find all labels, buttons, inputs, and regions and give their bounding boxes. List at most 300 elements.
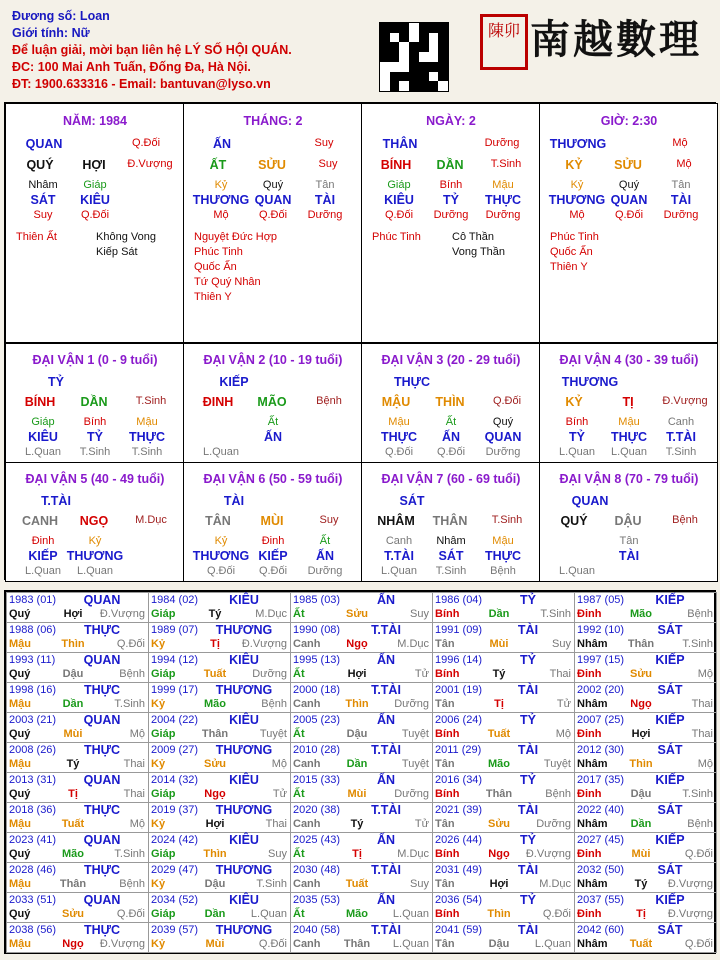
year-branch: Sửu bbox=[61, 908, 85, 920]
year-branch: Hợi bbox=[63, 608, 83, 620]
dai-van-stem-branch: T.Sinh bbox=[135, 395, 167, 407]
year-status: Đ.Vượng bbox=[667, 908, 713, 920]
year-stem: Giáp bbox=[151, 728, 176, 740]
pillar-stem-branch: Đ.Vượng bbox=[127, 158, 173, 170]
year-relation: TÀI bbox=[517, 623, 539, 637]
dai-van-stem-branch: Suy bbox=[319, 514, 339, 526]
dai-van-title: ĐẠI VẬN 2 (10 - 19 tuổi) bbox=[203, 353, 343, 367]
year-branch: Thìn bbox=[629, 758, 653, 770]
year-cell bbox=[148, 652, 291, 683]
pillar-status: Q.Đối bbox=[131, 137, 161, 149]
year-stem: Ất bbox=[293, 848, 305, 860]
year-status: Thai bbox=[265, 818, 287, 830]
year-cell bbox=[6, 652, 149, 683]
logo-text: 南越數理 bbox=[530, 16, 702, 63]
year-stem: Mậu bbox=[9, 758, 31, 770]
dai-van-hidden-relation: T.TÀI bbox=[666, 430, 696, 444]
year-branch: Sửu bbox=[487, 818, 511, 830]
year-status: T.Sinh bbox=[114, 848, 145, 860]
hidden-relation: KIÊU bbox=[80, 193, 110, 207]
year-cell bbox=[290, 592, 433, 623]
year-relation: TỶ bbox=[520, 893, 536, 907]
year-status: Tuyệt bbox=[259, 728, 287, 740]
dai-van-hidden-relation: QUAN bbox=[484, 430, 522, 444]
dai-van-relation: QUAN bbox=[571, 494, 609, 508]
year-stem: Kỷ bbox=[151, 938, 166, 950]
year-relation: ẤN bbox=[376, 593, 396, 607]
dai-van-hidden-stem: Ất bbox=[319, 535, 331, 547]
year-stem: Canh bbox=[293, 938, 321, 950]
pillar-stem-branch: HỢI bbox=[82, 158, 106, 172]
dai-van-hidden-relation: KIẾP bbox=[28, 549, 58, 563]
year-relation: SÁT bbox=[657, 923, 683, 937]
year-stem: Canh bbox=[293, 758, 321, 770]
year-label: 2003 (21) bbox=[9, 714, 57, 726]
dai-van-hidden-relation: THỰC bbox=[380, 430, 418, 444]
year-label: 2015 (33) bbox=[293, 774, 341, 786]
dai-van-stem-branch: Q.Đối bbox=[492, 395, 522, 407]
year-status: Q.Đối bbox=[684, 938, 713, 950]
qr-code-icon[interactable] bbox=[379, 22, 449, 92]
dai-van-stem-branch: QUÝ bbox=[560, 514, 588, 528]
year-branch: Dần bbox=[62, 698, 84, 710]
year-stem: Quý bbox=[9, 788, 31, 800]
year-status: L.Quan bbox=[534, 938, 571, 950]
dai-van-hidden-relation: THỰC bbox=[610, 430, 648, 444]
year-stem: Tân bbox=[435, 878, 455, 890]
dai-van-cell bbox=[5, 343, 184, 463]
year-branch: Sửu bbox=[629, 668, 653, 680]
year-label: 2001 (19) bbox=[435, 684, 483, 696]
year-label: 2024 (42) bbox=[151, 834, 199, 846]
year-relation: TỶ bbox=[520, 653, 536, 667]
year-label: 2012 (30) bbox=[577, 744, 625, 756]
pillar-relation: THÂN bbox=[382, 137, 418, 151]
year-label: 2007 (25) bbox=[577, 714, 625, 726]
year-label: 2011 (29) bbox=[435, 744, 482, 756]
year-branch: Hợi bbox=[347, 668, 367, 680]
year-stem: Nhâm bbox=[577, 758, 608, 770]
year-status: Thai bbox=[691, 728, 713, 740]
dai-van-hidden-status: T.Sinh bbox=[79, 446, 111, 458]
year-status: Q.Đối bbox=[542, 908, 571, 920]
year-status: L.Quan bbox=[392, 908, 429, 920]
year-branch: Dậu bbox=[204, 878, 226, 890]
dai-van-hidden-relation: TỶ bbox=[569, 430, 585, 444]
year-branch: Ngọ bbox=[630, 698, 652, 710]
dai-van-cell bbox=[539, 343, 718, 463]
dai-van-hidden-stem: Tân bbox=[619, 535, 639, 547]
year-label: 1984 (02) bbox=[151, 594, 199, 606]
hidden-relation: TÀI bbox=[314, 193, 336, 207]
year-stem: Canh bbox=[293, 638, 321, 650]
year-label: 2020 (38) bbox=[293, 804, 341, 816]
year-cell bbox=[148, 892, 291, 923]
pillar-relation: ẤN bbox=[212, 137, 232, 151]
dai-van-stem-branch: MÙI bbox=[260, 514, 284, 528]
year-branch: Ngọ bbox=[488, 848, 510, 860]
year-status: Q.Đối bbox=[684, 848, 713, 860]
star-name: Kiếp Sát bbox=[96, 246, 138, 258]
year-label: 1993 (11) bbox=[9, 654, 56, 666]
header-info bbox=[12, 8, 292, 93]
year-stem: Quý bbox=[9, 908, 31, 920]
year-relation: QUAN bbox=[83, 833, 121, 847]
dai-van-title: ĐẠI VẬN 7 (60 - 69 tuổi) bbox=[381, 472, 521, 486]
year-cell bbox=[574, 712, 717, 743]
year-branch: Tý bbox=[634, 878, 648, 890]
year-cell bbox=[6, 922, 149, 953]
year-status: Mộ bbox=[129, 728, 145, 740]
year-stem: Ất bbox=[293, 728, 305, 740]
year-status: Tử bbox=[272, 788, 287, 800]
year-stem: Giáp bbox=[151, 788, 176, 800]
year-branch: Mão bbox=[488, 758, 510, 770]
dai-van-hidden-status: Dưỡng bbox=[307, 565, 343, 577]
dai-van-hidden-stem: Kỷ bbox=[214, 535, 228, 547]
year-relation: T.TÀI bbox=[371, 683, 401, 697]
dai-van-hidden-status: Q.Đối bbox=[436, 446, 466, 458]
dai-van-hidden-stem: Mậu bbox=[618, 416, 640, 428]
year-status: T.Sinh bbox=[682, 788, 713, 800]
dai-van-cell bbox=[361, 343, 540, 463]
year-status: Bệnh bbox=[119, 878, 145, 890]
year-status: L.Quan bbox=[250, 908, 287, 920]
star-name: Thiên Ất bbox=[16, 231, 57, 243]
dai-van-hidden-stem: Đinh bbox=[31, 535, 55, 547]
year-relation: ẤN bbox=[376, 713, 396, 727]
year-label: 1990 (08) bbox=[293, 624, 341, 636]
dai-van-hidden-relation: THỰC bbox=[484, 549, 522, 563]
year-label: 2029 (47) bbox=[151, 864, 199, 876]
year-cell bbox=[148, 772, 291, 803]
year-stem: Mậu bbox=[9, 938, 31, 950]
year-status: T.Sinh bbox=[682, 638, 713, 650]
year-branch: Thìn bbox=[345, 698, 369, 710]
year-relation: QUAN bbox=[83, 893, 121, 907]
dai-van-cell bbox=[5, 462, 184, 582]
year-relation: SÁT bbox=[657, 743, 683, 757]
year-relation: KIÊU bbox=[229, 713, 259, 727]
year-branch: Thân bbox=[201, 728, 229, 740]
star-name: Nguyệt Đức Hợp bbox=[194, 231, 278, 243]
year-branch: Hợi bbox=[489, 878, 509, 890]
year-label: 1992 (10) bbox=[577, 624, 625, 636]
pillar-stem-branch: DẦN bbox=[436, 158, 464, 172]
year-relation: TÀI bbox=[517, 803, 539, 817]
dai-van-stem-branch: TỊ bbox=[622, 395, 634, 409]
pillar-stem-branch: SỬU bbox=[614, 158, 642, 172]
year-status: L.Quan bbox=[392, 938, 429, 950]
year-stem: Tân bbox=[435, 758, 455, 770]
hidden-relation: THỰC bbox=[484, 193, 522, 207]
hidden-relation: KIÊU bbox=[384, 193, 414, 207]
year-stem: Quý bbox=[9, 848, 31, 860]
year-stem: Bính bbox=[435, 908, 460, 920]
year-relation: TÀI bbox=[517, 683, 539, 697]
year-stem: Tân bbox=[435, 698, 455, 710]
pillar-status: Suy bbox=[314, 137, 334, 149]
dai-van-stem-branch: MẬU bbox=[381, 395, 411, 409]
year-branch: Tuất bbox=[629, 938, 653, 950]
year-branch: Tuất bbox=[61, 818, 85, 830]
year-branch: Mão bbox=[204, 698, 226, 710]
dai-van-hidden-stem: Canh bbox=[667, 416, 695, 428]
pillar-stem-branch: SỬU bbox=[258, 158, 286, 172]
year-branch: Thân bbox=[485, 788, 513, 800]
year-relation: ẤN bbox=[376, 773, 396, 787]
year-cell bbox=[574, 802, 717, 833]
year-relation: TỶ bbox=[520, 773, 536, 787]
year-cell bbox=[290, 652, 433, 683]
dai-van-hidden-status: T.Sinh bbox=[665, 446, 697, 458]
year-status: Mộ bbox=[555, 728, 571, 740]
year-relation: TÀI bbox=[517, 743, 539, 757]
dai-van-hidden-relation: KIÊU bbox=[28, 430, 58, 444]
hidden-stem: Bính bbox=[439, 179, 463, 191]
year-label: 2008 (26) bbox=[9, 744, 57, 756]
dai-van-stem-branch: THÌN bbox=[435, 395, 465, 409]
year-status: Suy bbox=[410, 878, 429, 890]
year-branch: Sửu bbox=[345, 608, 369, 620]
year-stem: Canh bbox=[293, 878, 321, 890]
pillar-stem-branch: Mộ bbox=[676, 158, 692, 170]
dai-van-hidden-stem: Quý bbox=[492, 416, 514, 428]
dai-van-hidden-stem: Mậu bbox=[388, 416, 410, 428]
year-status: Tử bbox=[414, 668, 429, 680]
hidden-relation: QUAN bbox=[254, 193, 292, 207]
hidden-stem: Tân bbox=[671, 179, 691, 191]
year-cell bbox=[6, 742, 149, 773]
year-stem: Bính bbox=[435, 788, 460, 800]
year-stem: Nhâm bbox=[577, 698, 608, 710]
year-stem: Ất bbox=[293, 608, 305, 620]
year-stem: Đinh bbox=[577, 848, 602, 860]
hidden-status: Dưỡng bbox=[663, 209, 699, 221]
year-cell bbox=[432, 892, 575, 923]
year-branch: Thân bbox=[627, 638, 655, 650]
year-relation: THỰC bbox=[83, 923, 121, 937]
dai-van-title: ĐẠI VẬN 8 (70 - 79 tuổi) bbox=[559, 472, 699, 486]
year-branch: Dậu bbox=[346, 728, 368, 740]
year-cell bbox=[290, 892, 433, 923]
year-branch: Dậu bbox=[488, 938, 510, 950]
year-cell bbox=[432, 862, 575, 893]
dai-van-stem-branch: NHÂM bbox=[377, 514, 415, 528]
dai-van-hidden-status: L.Quan bbox=[558, 446, 596, 458]
year-relation: T.TÀI bbox=[371, 803, 401, 817]
year-label: 2006 (24) bbox=[435, 714, 483, 726]
year-relation: KIẾP bbox=[655, 653, 685, 667]
dai-van-stem-branch: Bệnh bbox=[672, 514, 698, 526]
year-relation: T.TÀI bbox=[371, 863, 401, 877]
year-relation: T.TÀI bbox=[371, 743, 401, 757]
year-relation: KIẾP bbox=[655, 773, 685, 787]
year-relation: THƯƠNG bbox=[215, 803, 273, 817]
dai-van-cell bbox=[539, 462, 718, 582]
hidden-stem: Tân bbox=[315, 179, 335, 191]
year-cell bbox=[148, 922, 291, 953]
year-cell bbox=[148, 742, 291, 773]
year-stem: Giáp bbox=[151, 668, 176, 680]
dai-van-hidden-status: Dưỡng bbox=[485, 446, 521, 458]
year-status: Mộ bbox=[697, 668, 713, 680]
year-relation: QUAN bbox=[83, 653, 121, 667]
year-relation: QUAN bbox=[83, 593, 121, 607]
year-stem: Giáp bbox=[151, 608, 176, 620]
dai-van-stem-branch: TÂN bbox=[205, 514, 231, 528]
year-branch: Mùi bbox=[631, 848, 651, 860]
hidden-status: Mộ bbox=[213, 209, 229, 221]
year-cell bbox=[6, 592, 149, 623]
year-branch: Thân bbox=[343, 938, 371, 950]
year-relation: KIÊU bbox=[229, 653, 259, 667]
year-stem: Canh bbox=[293, 818, 321, 830]
dai-van-hidden-status: L.Quan bbox=[202, 446, 240, 458]
year-stem: Nhâm bbox=[577, 638, 608, 650]
year-stem: Kỷ bbox=[151, 758, 166, 770]
year-cell bbox=[432, 922, 575, 953]
year-stem: Giáp bbox=[151, 908, 176, 920]
year-branch: Mão bbox=[346, 908, 368, 920]
year-label: 2002 (20) bbox=[577, 684, 625, 696]
hidden-stem: Giáp bbox=[387, 179, 411, 191]
dai-van-hidden-status: L.Quan bbox=[380, 565, 418, 577]
year-stem: Bính bbox=[435, 668, 460, 680]
year-label: 2009 (27) bbox=[151, 744, 199, 756]
dai-van-stem-branch: KỶ bbox=[565, 395, 583, 409]
year-cell bbox=[148, 712, 291, 743]
year-cell bbox=[432, 832, 575, 863]
year-status: Thai bbox=[123, 758, 145, 770]
year-status: Thai bbox=[691, 698, 713, 710]
year-cell bbox=[290, 862, 433, 893]
year-cell bbox=[432, 742, 575, 773]
year-cell bbox=[574, 652, 717, 683]
year-label: 2027 (45) bbox=[577, 834, 625, 846]
pillar-title: THÁNG: 2 bbox=[243, 114, 303, 128]
dai-van-hidden-status: T.Sinh bbox=[435, 565, 467, 577]
year-cell bbox=[148, 682, 291, 713]
dai-van-hidden-stem: Bính bbox=[83, 416, 107, 428]
year-branch: Ngọ bbox=[204, 788, 226, 800]
year-branch: Tuất bbox=[203, 668, 227, 680]
year-relation: SÁT bbox=[657, 623, 683, 637]
star-name: Thiên Y bbox=[550, 261, 588, 273]
hidden-status: Suy bbox=[33, 209, 53, 221]
pillar-title: NĂM: 1984 bbox=[63, 114, 127, 128]
year-status: Đ.Vượng bbox=[667, 878, 713, 890]
year-cell bbox=[6, 682, 149, 713]
year-label: 2028 (46) bbox=[9, 864, 57, 876]
dai-van-relation: SÁT bbox=[399, 494, 425, 508]
year-label: 2042 (60) bbox=[577, 924, 625, 936]
dai-van-hidden-status: Q.Đối bbox=[206, 565, 236, 577]
yearly-luck-grid bbox=[4, 590, 716, 954]
hidden-relation: TỶ bbox=[443, 193, 459, 207]
year-relation: THƯƠNG bbox=[215, 923, 273, 937]
dai-van-stem-branch: THÂN bbox=[432, 514, 468, 528]
hidden-stem: Giáp bbox=[83, 179, 107, 191]
year-status: Suy bbox=[410, 608, 429, 620]
gender: Giới tính: Nữ bbox=[12, 26, 90, 40]
year-stem: Nhâm bbox=[577, 878, 608, 890]
dai-van-stem-branch: Bệnh bbox=[316, 395, 342, 407]
year-cell bbox=[6, 772, 149, 803]
year-cell bbox=[148, 622, 291, 653]
year-relation: KIẾP bbox=[655, 833, 685, 847]
year-label: 2018 (36) bbox=[9, 804, 57, 816]
year-stem: Nhâm bbox=[577, 938, 608, 950]
year-label: 2016 (34) bbox=[435, 774, 483, 786]
year-relation: TỶ bbox=[520, 593, 536, 607]
pillar-stem-branch: ẤT bbox=[209, 158, 227, 172]
year-relation: KIÊU bbox=[229, 893, 259, 907]
year-branch: Dần bbox=[204, 908, 226, 920]
year-branch: Thân bbox=[59, 878, 87, 890]
year-relation: THƯƠNG bbox=[215, 623, 273, 637]
year-label: 1989 (07) bbox=[151, 624, 199, 636]
year-status: Dưỡng bbox=[536, 818, 571, 830]
year-relation: KIÊU bbox=[229, 773, 259, 787]
dai-van-hidden-stem: Ất bbox=[267, 416, 279, 428]
year-status: Đ.Vượng bbox=[99, 608, 145, 620]
star-name: Quốc Ấn bbox=[550, 246, 593, 258]
year-stem: Kỷ bbox=[151, 818, 166, 830]
year-cell bbox=[148, 832, 291, 863]
year-stem: Tân bbox=[435, 938, 455, 950]
dai-van-relation: KIẾP bbox=[219, 375, 249, 389]
year-cell bbox=[432, 712, 575, 743]
year-label: 2000 (18) bbox=[293, 684, 341, 696]
dai-van-hidden-status: Bệnh bbox=[490, 565, 516, 577]
pillar-title: NGÀY: 2 bbox=[426, 114, 476, 128]
year-label: 2036 (54) bbox=[435, 894, 483, 906]
hidden-status: Q.Đối bbox=[614, 209, 644, 221]
year-branch: Ngọ bbox=[346, 638, 368, 650]
year-stem: Kỷ bbox=[151, 878, 166, 890]
dai-van-stem-branch: CANH bbox=[21, 514, 59, 528]
pillar-stem-branch: T.Sinh bbox=[490, 158, 522, 170]
year-status: Tuyệt bbox=[401, 758, 429, 770]
dai-van-title: ĐẠI VẬN 3 (20 - 29 tuổi) bbox=[381, 353, 521, 367]
year-stem: Đinh bbox=[577, 608, 602, 620]
year-label: 1986 (04) bbox=[435, 594, 483, 606]
year-stem: Bính bbox=[435, 608, 460, 620]
dai-van-stem-branch: NGỌ bbox=[79, 514, 109, 528]
year-branch: Tý bbox=[350, 818, 364, 830]
hidden-relation: TÀI bbox=[670, 193, 692, 207]
year-cell bbox=[148, 802, 291, 833]
year-relation: TÀI bbox=[517, 923, 539, 937]
year-branch: Tị bbox=[352, 848, 362, 860]
year-status: Bệnh bbox=[687, 818, 713, 830]
dai-van-title: ĐẠI VẬN 5 (40 - 49 tuổi) bbox=[25, 472, 165, 486]
dai-van-stem-branch: MÃO bbox=[257, 395, 287, 409]
year-branch: Mão bbox=[62, 848, 84, 860]
year-branch: Mùi bbox=[489, 638, 509, 650]
year-cell bbox=[290, 832, 433, 863]
year-stem: Ất bbox=[293, 788, 305, 800]
year-label: 2030 (48) bbox=[293, 864, 341, 876]
year-branch: Dần bbox=[630, 818, 652, 830]
year-label: 2023 (41) bbox=[9, 834, 57, 846]
year-label: 2004 (22) bbox=[151, 714, 199, 726]
year-stem: Mậu bbox=[9, 878, 31, 890]
year-branch: Thìn bbox=[203, 848, 227, 860]
year-status: Suy bbox=[552, 638, 571, 650]
year-status: Đ.Vượng bbox=[99, 938, 145, 950]
